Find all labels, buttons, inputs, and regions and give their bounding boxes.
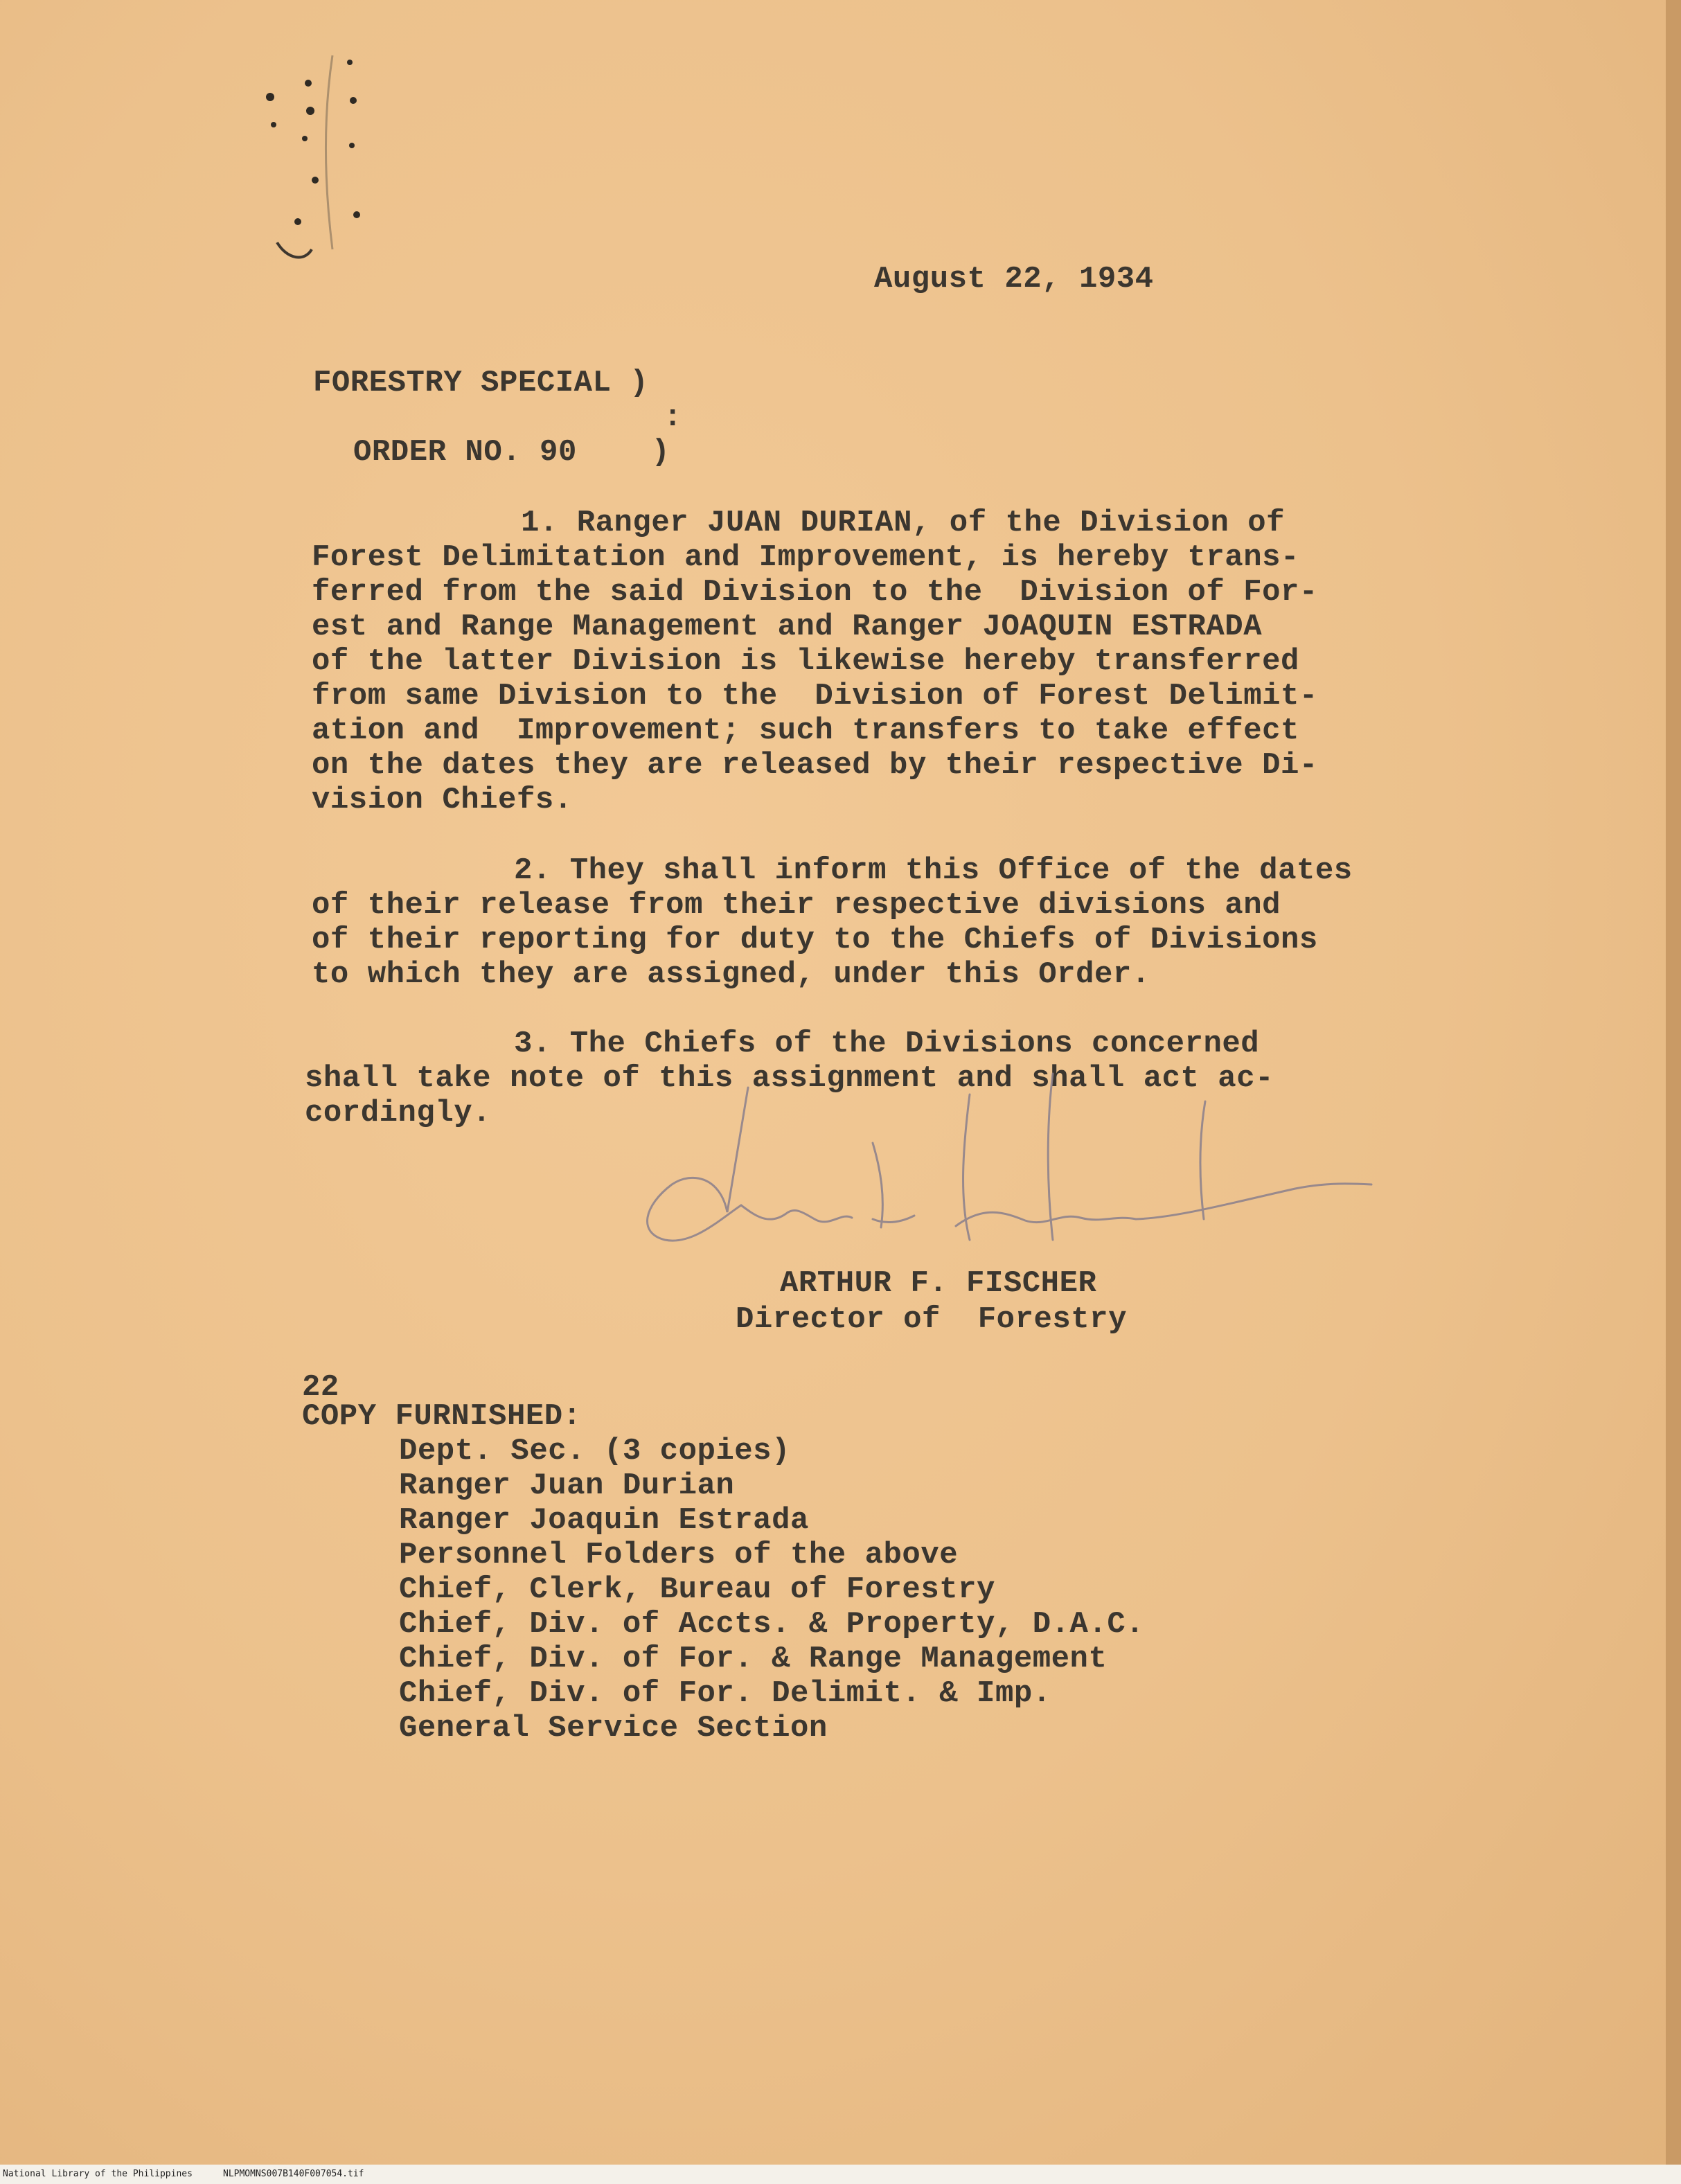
- footer-file-id: NLPMOMNS007B140F007054.tif: [223, 2169, 364, 2179]
- paragraph-line: from same Division to the Division of Forest Delimit-: [312, 679, 1318, 713]
- paragraph-line: ation and Improvement; such transfers to take effect: [312, 713, 1299, 748]
- paragraph-line: vision Chiefs.: [312, 783, 573, 817]
- order-heading-line1: FORESTRY SPECIAL ): [313, 366, 649, 400]
- order-heading-colon: :: [664, 400, 682, 435]
- paragraph-line: on the dates they are released by their respective Di-: [312, 748, 1318, 783]
- paragraph-line: ferred from the said Division to the Division of For-: [312, 575, 1318, 610]
- letter-date: August 22, 1934: [874, 262, 1154, 296]
- list-item: Chief, Div. of Accts. & Property, D.A.C.: [399, 1607, 1145, 1642]
- page-edge-shadow: [1666, 0, 1681, 2165]
- paragraph-line: of their reporting for duty to the Chiefs of Divisions: [312, 923, 1318, 957]
- paragraph-line: to which they are assigned, under this Order.: [312, 957, 1150, 992]
- paragraph-line: of the latter Division is likewise hereby transferred: [312, 644, 1299, 679]
- list-item: Ranger Joaquin Estrada: [399, 1503, 809, 1538]
- list-item: Chief, Div. of For. Delimit. & Imp.: [399, 1676, 1051, 1711]
- signatory-name: ARTHUR F. FISCHER: [780, 1266, 1097, 1301]
- list-item: Chief, Div. of For. & Range Management: [399, 1642, 1108, 1676]
- list-item: Chief, Clerk, Bureau of Forestry: [399, 1572, 995, 1607]
- copy-furnished-heading: COPY FURNISHED:: [302, 1399, 582, 1434]
- paragraph-line: est and Range Management and Ranger JOAQUIN ESTRADA: [312, 610, 1263, 644]
- paragraph-line: of their release from their respective divisions and: [312, 888, 1281, 923]
- signatory-title: Director of Forestry: [736, 1302, 1127, 1337]
- reference-number: 22: [302, 1370, 339, 1405]
- paragraph-line: 1. Ranger JUAN DURIAN, of the Division of: [521, 506, 1286, 540]
- list-item: Dept. Sec. (3 copies): [399, 1434, 790, 1468]
- footer-library-label: National Library of the Philippines: [3, 2169, 193, 2179]
- staple-marks: [256, 42, 436, 270]
- list-item: Personnel Folders of the above: [399, 1538, 959, 1572]
- paragraph-line: shall take note of this assignment and shall act ac-: [305, 1061, 1274, 1096]
- paragraph-line: cordingly.: [305, 1096, 492, 1130]
- paragraph-line: 3. The Chiefs of the Divisions concerned: [514, 1027, 1260, 1061]
- order-heading-line2: ORDER NO. 90 ): [353, 435, 670, 470]
- paragraph-line: Forest Delimitation and Improvement, is hereby trans-: [312, 540, 1299, 575]
- handwritten-signature: [610, 1067, 1385, 1275]
- list-item: General Service Section: [399, 1711, 828, 1746]
- paragraph-line: 2. They shall inform this Office of the dates: [514, 853, 1353, 888]
- list-item: Ranger Juan Durian: [399, 1468, 735, 1503]
